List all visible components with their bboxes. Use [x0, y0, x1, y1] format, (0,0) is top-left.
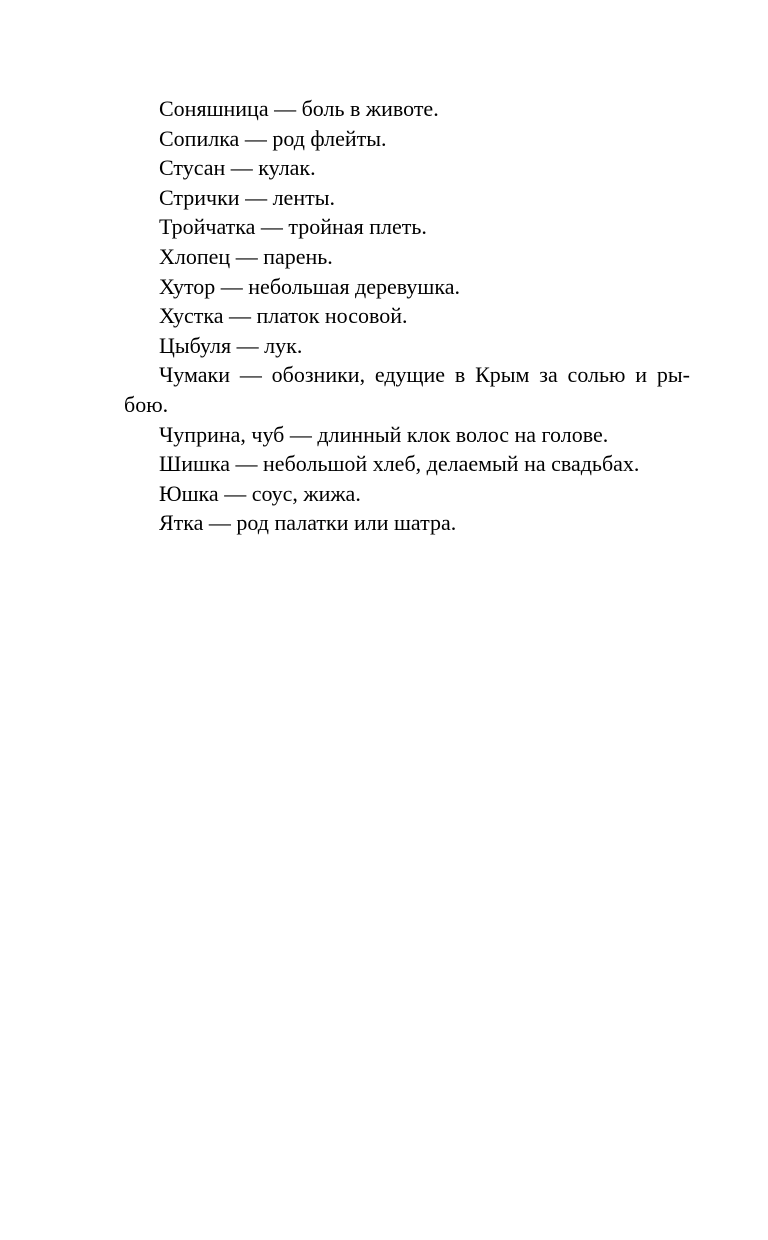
glossary-term: Стрички	[159, 184, 240, 210]
glossary-term: Тройчатка	[159, 214, 256, 240]
glossary-entry: Шишка — небольшой хлеб, делаемый на свадьбах.	[159, 451, 640, 477]
glossary-term: Соняшница	[159, 96, 269, 121]
glossary-entry: Хустка — платок носовой.	[159, 303, 408, 329]
glossary-entry: Чуприна, чуб — длинный клок волос на голове.	[159, 421, 609, 447]
glossary-term: Хустка	[159, 303, 224, 329]
glossary-list	[124, 94, 690, 538]
glossary-definition: кулак.	[258, 155, 316, 181]
glossary-entry: Сопилка — род флейты.	[159, 125, 387, 151]
glossary-entry: Цыбуля — лук.	[159, 332, 303, 358]
glossary-entry: Ятка — род палатки или шатра.	[159, 510, 457, 536]
glossary-term: Шишка	[159, 451, 231, 477]
glossary-entry: Чумаки — обозники, едущие в Крым за солью и ры-бою.	[124, 362, 691, 417]
glossary-term: Хутор	[159, 273, 216, 299]
glossary-definition: небольшой хлеб, делаемый на свадьбах.	[263, 451, 640, 477]
glossary-entry: Стрички — ленты.	[159, 184, 335, 210]
glossary-definition: парень.	[263, 243, 333, 269]
glossary-definition: платок носовой.	[256, 303, 408, 329]
glossary-term: Стусан	[159, 155, 226, 181]
glossary-definition: род флейты.	[272, 125, 387, 151]
glossary-definition: обозники, едущие в Крым за солью и ры-бою.	[124, 362, 691, 417]
glossary-definition: длинный клок волос на голове.	[317, 421, 609, 447]
glossary-term: Цыбуля	[159, 332, 232, 358]
glossary-entry: Юшка — соус, жижа.	[159, 480, 361, 506]
glossary-definition: лук.	[264, 332, 303, 358]
glossary-entry: Стусан — кулак.	[159, 155, 316, 181]
glossary-term: Хлопец	[159, 243, 231, 269]
glossary-definition: ленты.	[272, 184, 335, 210]
glossary-term: Чумаки	[159, 362, 231, 388]
glossary-definition: соус, жижа.	[251, 480, 361, 506]
glossary-entry: Хутор — небольшая деревушка.	[159, 273, 460, 299]
glossary-entry: Хлопец — парень.	[159, 243, 333, 269]
glossary-definition: род палатки или шатра.	[236, 510, 457, 536]
glossary-term: Сопилка	[159, 125, 240, 151]
glossary-entry: Тройчатка — тройная плеть.	[159, 214, 427, 240]
glossary-term: Ятка	[159, 510, 204, 536]
glossary-definition: боль в животе.	[301, 96, 439, 121]
glossary-entry: Соняшница — боль в животе.	[159, 96, 439, 121]
glossary-term: Юшка	[159, 480, 219, 506]
glossary-definition: небольшая деревушка.	[248, 273, 460, 299]
glossary-definition: тройная плеть.	[288, 214, 427, 240]
glossary-term: Чуприна, чуб	[159, 421, 285, 447]
